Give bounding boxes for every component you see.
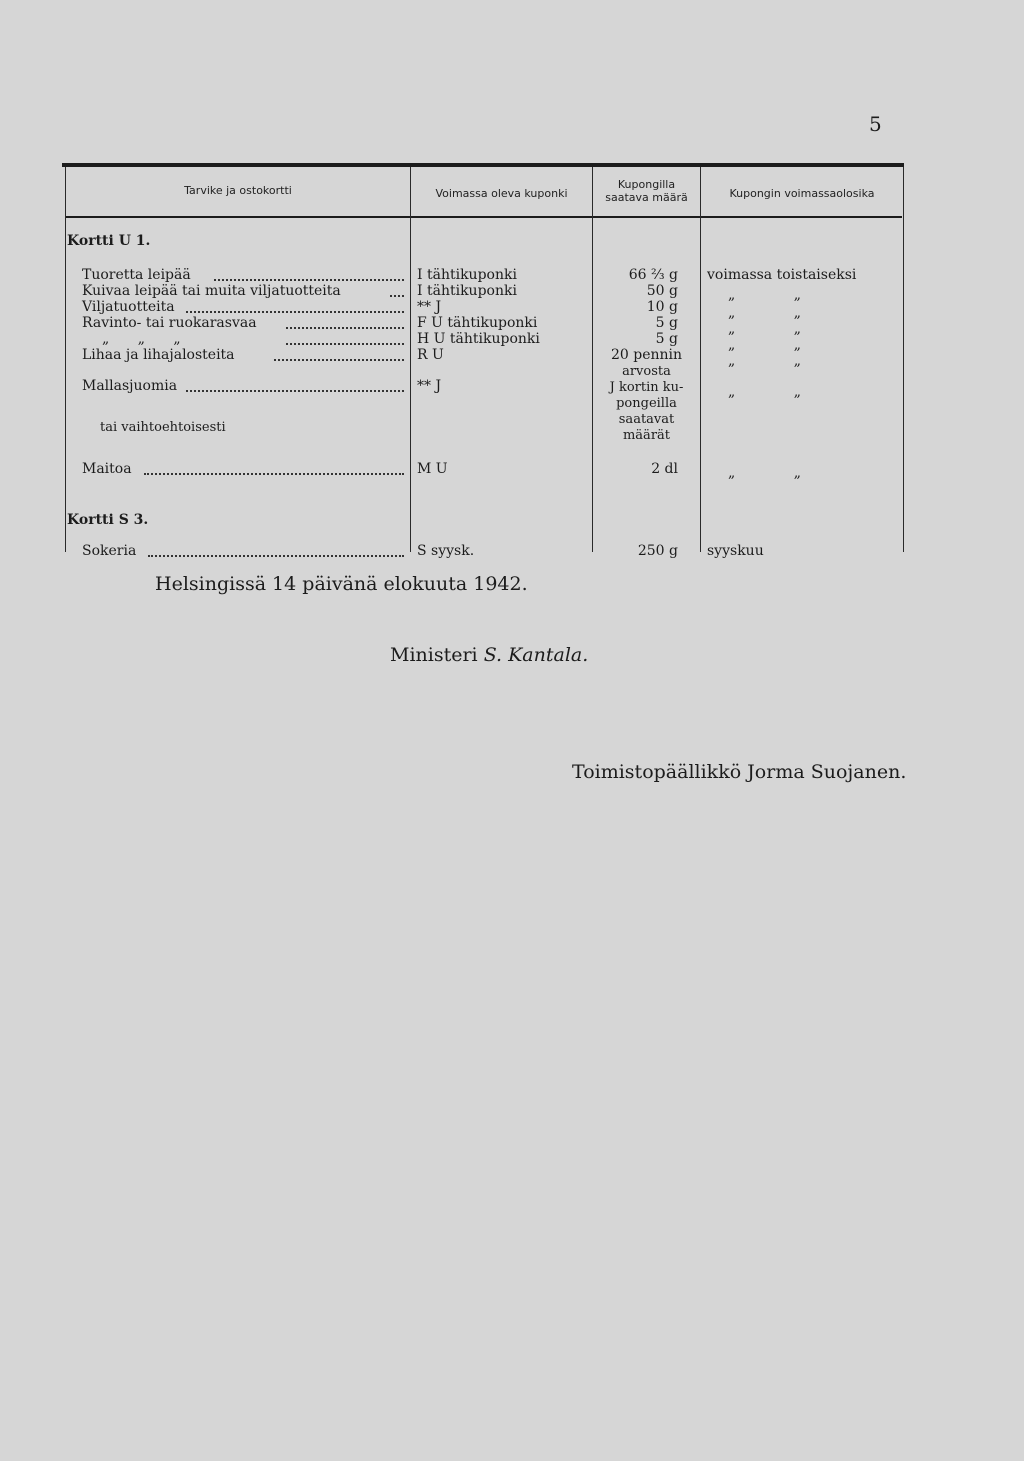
minister-name: S. Kantala.	[483, 644, 589, 666]
leader-dots	[274, 357, 404, 361]
validity: voimassa toistaiseksi	[707, 267, 857, 283]
minister-title: Ministeri	[390, 644, 478, 666]
coupon-name: F U tähtikuponki	[417, 315, 538, 331]
page-number: 5	[869, 112, 882, 136]
validity-ditto: „ „	[728, 465, 801, 481]
coupon-name: H U tähtikuponki	[417, 331, 540, 347]
column-divider	[410, 167, 411, 552]
amount-line: pongeilla	[616, 396, 677, 411]
validity-ditto: „ „	[728, 353, 801, 369]
amount: 66 ⅔ g	[628, 267, 678, 283]
amount-line: saatavat	[618, 412, 675, 427]
coupon-name: I tähtikuponki	[417, 267, 517, 283]
amount: 50 g	[646, 283, 678, 299]
item-ditto: „ „ „	[102, 331, 181, 347]
amount: 250 g	[637, 543, 678, 559]
header-amount-line1: Kupongilla	[617, 178, 676, 191]
item-name: Ravinto- tai ruokarasvaa	[82, 315, 257, 331]
official-signature: Toimistopäällikkö Jorma Suojanen.	[572, 761, 907, 783]
coupon-name: I tähtikuponki	[417, 283, 517, 299]
amount-continued: arvosta	[622, 364, 671, 379]
minister-signature	[390, 644, 588, 666]
header-coupon: Voimassa oleva kuponki	[435, 187, 568, 200]
item-name: Lihaa ja lihajalosteita	[82, 347, 235, 363]
header-bottom-rule	[66, 216, 902, 218]
item-name: Kuivaa leipää tai muita viljatuotteita	[82, 283, 341, 299]
leader-dots	[390, 293, 404, 297]
header-validity: Kupongin voimassaolosika	[729, 187, 875, 200]
coupon-name: R U	[417, 347, 444, 363]
amount: 5 g	[655, 315, 678, 331]
leader-dots	[148, 553, 404, 557]
header-amount	[593, 178, 700, 204]
section-title-s3: Kortti S 3.	[67, 512, 149, 528]
item-name: Tuoretta leipää	[82, 267, 191, 283]
coupon-name: ** J	[417, 299, 442, 315]
amount: 20 pennin	[610, 347, 683, 363]
leader-dots	[214, 277, 404, 281]
header-item: Tarvike ja ostokortti	[184, 184, 292, 197]
validity-ditto: „ „	[728, 321, 801, 337]
column-divider	[700, 167, 701, 552]
validity-ditto: „ „	[728, 305, 801, 321]
leader-dots	[286, 325, 404, 329]
amount: 5 g	[655, 331, 678, 347]
amount: 2 dl	[651, 461, 678, 477]
leader-dots	[186, 388, 404, 392]
item-name: Mallasjuomia	[82, 378, 178, 394]
item-name: Sokeria	[82, 543, 137, 559]
amount: 10 g	[646, 299, 678, 315]
header-amount-line2: saatava määrä	[605, 191, 688, 204]
amount-multiline	[593, 380, 700, 444]
date-line: Helsingissä 14 päivänä elokuuta 1942.	[155, 573, 528, 595]
validity-ditto: „ „	[728, 287, 801, 303]
validity: syyskuu	[707, 543, 764, 559]
leader-dots	[186, 309, 404, 313]
coupon-name: ** J	[417, 378, 442, 394]
amount-line: J kortin ku-	[609, 380, 684, 395]
leader-dots	[286, 341, 404, 345]
leader-dots	[144, 471, 404, 475]
coupon-name: S syysk.	[417, 543, 475, 559]
alternative-note: tai vaihtoehtoisesti	[100, 420, 226, 435]
table-right-border	[903, 167, 904, 552]
validity-ditto: „ „	[728, 384, 801, 400]
item-name: Viljatuotteita	[82, 299, 175, 315]
table-top-rule	[62, 163, 904, 167]
item-name: Maitoa	[82, 461, 132, 477]
table-left-border	[65, 167, 66, 552]
section-title-u1: Kortti U 1.	[67, 233, 151, 249]
amount-line: määrät	[622, 428, 671, 443]
validity-ditto: „ „	[728, 337, 801, 353]
coupon-name: M U	[417, 461, 448, 477]
